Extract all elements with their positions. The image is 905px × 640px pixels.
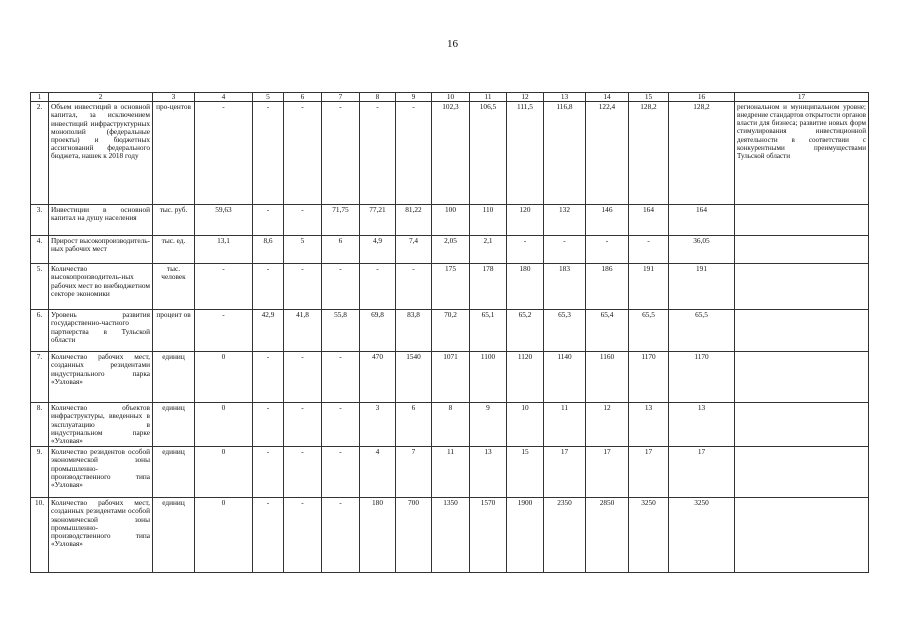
column-header-9: 9 <box>396 93 432 102</box>
table-row <box>31 236 869 264</box>
value-cell: 65,4 <box>586 310 629 352</box>
value-cell: 65,2 <box>507 310 544 352</box>
indicator-name: Количество объектов инфраструктуры, введенных в эксплуатацию в индустриальном парке «Узловая» <box>49 403 153 447</box>
value-cell: 13 <box>629 403 669 447</box>
table-row <box>31 310 869 352</box>
value-cell: 1120 <box>507 352 544 403</box>
value-cell: 69,8 <box>360 310 396 352</box>
value-cell: - <box>629 236 669 264</box>
value-cell: 81,22 <box>396 205 432 236</box>
value-cell: 110 <box>470 205 507 236</box>
value-cell: 7 <box>396 447 432 498</box>
value-cell: 77,21 <box>360 205 396 236</box>
value-cell: - <box>322 403 360 447</box>
value-cell: 132 <box>544 205 586 236</box>
value-cell: 4,9 <box>360 236 396 264</box>
value-cell: 36,05 <box>669 236 735 264</box>
value-cell: - <box>253 498 284 573</box>
value-cell: 116,8 <box>544 102 586 205</box>
measures-note-continued <box>735 310 869 352</box>
value-cell: 83,8 <box>396 310 432 352</box>
value-cell: 111,5 <box>507 102 544 205</box>
indicator-name: Количество резидентов особой экономической зоны промышленно-производственного типа «Узловая» <box>49 447 153 498</box>
value-cell: 17 <box>669 447 735 498</box>
table-row <box>31 102 869 205</box>
row-number: 4. <box>31 236 49 264</box>
column-header-12: 12 <box>507 93 544 102</box>
value-cell: 6 <box>396 403 432 447</box>
value-cell: 0 <box>195 403 253 447</box>
value-cell: - <box>586 236 629 264</box>
indicator-name: Количество высокопроизводитель-ных рабочих мест во внебюджетном секторе экономики <box>49 264 153 310</box>
value-cell: - <box>507 236 544 264</box>
value-cell: - <box>322 102 360 205</box>
value-cell: 13 <box>470 447 507 498</box>
value-cell: 1160 <box>586 352 629 403</box>
value-cell: 3 <box>360 403 396 447</box>
column-header-1: 1 <box>31 93 49 102</box>
value-cell: 106,5 <box>470 102 507 205</box>
indicator-name: Прирост высокопроизводитель-ных рабочих мест <box>49 236 153 264</box>
row-number: 9. <box>31 447 49 498</box>
column-header-5: 5 <box>253 93 284 102</box>
value-cell: 42,9 <box>253 310 284 352</box>
value-cell: 1540 <box>396 352 432 403</box>
row-number: 6. <box>31 310 49 352</box>
measures-note: региональном и муниципальном уровне; внедрение стандартов открытости органов власти для бизнеса; развитие новых форм стимулирования инвестиционной деятельности в соответствии с конкурентными преимуществами Тульской области <box>735 102 869 205</box>
value-cell: 55,8 <box>322 310 360 352</box>
value-cell: 41,8 <box>284 310 322 352</box>
column-header-15: 15 <box>629 93 669 102</box>
value-cell: - <box>322 498 360 573</box>
value-cell: 122,4 <box>586 102 629 205</box>
value-cell: 10 <box>507 403 544 447</box>
indicator-name: Количество рабочих мест, созданных резидентами особой экономической зоны промышленно-производственного типа «Узловая» <box>49 498 153 573</box>
value-cell: - <box>396 264 432 310</box>
value-cell: - <box>284 205 322 236</box>
value-cell: 180 <box>360 498 396 573</box>
value-cell: 164 <box>669 205 735 236</box>
value-cell: - <box>322 447 360 498</box>
value-cell: - <box>284 264 322 310</box>
value-cell: 146 <box>586 205 629 236</box>
value-cell: - <box>284 352 322 403</box>
value-cell: 65,1 <box>470 310 507 352</box>
column-header-7: 7 <box>322 93 360 102</box>
value-cell: - <box>253 264 284 310</box>
column-header-3: 3 <box>153 93 195 102</box>
value-cell: 5 <box>284 236 322 264</box>
value-cell: - <box>284 447 322 498</box>
value-cell: 12 <box>586 403 629 447</box>
value-cell: - <box>360 102 396 205</box>
value-cell: 6 <box>322 236 360 264</box>
value-cell: 2,1 <box>470 236 507 264</box>
indicator-name: Уровень развития государственно-частного партнерства в Тульской области <box>49 310 153 352</box>
unit: единиц <box>153 403 195 447</box>
value-cell: 1100 <box>470 352 507 403</box>
table-row <box>31 205 869 236</box>
measures-note-continued <box>735 447 869 498</box>
unit: про-центов <box>153 102 195 205</box>
value-cell: - <box>253 102 284 205</box>
value-cell: 180 <box>507 264 544 310</box>
unit: тыс. ед. <box>153 236 195 264</box>
row-number: 2. <box>31 102 49 205</box>
value-cell: - <box>253 205 284 236</box>
value-cell: 1170 <box>629 352 669 403</box>
value-cell: - <box>284 403 322 447</box>
value-cell: 17 <box>629 447 669 498</box>
value-cell: 65,3 <box>544 310 586 352</box>
column-header-11: 11 <box>470 93 507 102</box>
unit: единиц <box>153 447 195 498</box>
value-cell: 0 <box>195 447 253 498</box>
column-header-2: 2 <box>49 93 153 102</box>
value-cell: 7,4 <box>396 236 432 264</box>
value-cell: - <box>195 310 253 352</box>
measures-note-continued <box>735 205 869 236</box>
measures-note-continued <box>735 403 869 447</box>
value-cell: 17 <box>586 447 629 498</box>
value-cell: 0 <box>195 352 253 403</box>
unit: тыс. руб. <box>153 205 195 236</box>
value-cell: 700 <box>396 498 432 573</box>
value-cell: 470 <box>360 352 396 403</box>
measures-note-continued <box>735 236 869 264</box>
column-header-14: 14 <box>586 93 629 102</box>
value-cell: 175 <box>432 264 470 310</box>
column-header-8: 8 <box>360 93 396 102</box>
column-header-4: 4 <box>195 93 253 102</box>
value-cell: 1170 <box>669 352 735 403</box>
value-cell: 8 <box>432 403 470 447</box>
row-number: 10. <box>31 498 49 573</box>
row-number: 3. <box>31 205 49 236</box>
row-number: 5. <box>31 264 49 310</box>
value-cell: 13 <box>669 403 735 447</box>
column-header-16: 16 <box>669 93 735 102</box>
indicator-name: Объем инвестиций в основной капитал, за исключением инвестиций инфраструктурных монополий (федеральные проекты) и бюджетных ассигнований федерального бюджета, нашек к 2018 году <box>49 102 153 205</box>
page-number: 16 <box>447 38 458 50</box>
value-cell: - <box>195 264 253 310</box>
value-cell: 1900 <box>507 498 544 573</box>
value-cell: 65,5 <box>669 310 735 352</box>
value-cell: 128,2 <box>669 102 735 205</box>
value-cell: - <box>195 102 253 205</box>
table-row <box>31 498 869 573</box>
indicator-name: Количество рабочих мест, созданных резидентами индустриального парка «Узловая» <box>49 352 153 403</box>
header-row <box>31 93 869 102</box>
indicators-table <box>30 92 869 573</box>
measures-note-continued <box>735 352 869 403</box>
unit: тыс. человек <box>153 264 195 310</box>
value-cell: 164 <box>629 205 669 236</box>
value-cell: 2850 <box>586 498 629 573</box>
value-cell: 191 <box>669 264 735 310</box>
value-cell: 1071 <box>432 352 470 403</box>
column-header-13: 13 <box>544 93 586 102</box>
value-cell: 11 <box>432 447 470 498</box>
measures-note-continued <box>735 498 869 573</box>
column-header-10: 10 <box>432 93 470 102</box>
table-row <box>31 447 869 498</box>
column-header-6: 6 <box>284 93 322 102</box>
row-number: 7. <box>31 352 49 403</box>
value-cell: 13,1 <box>195 236 253 264</box>
column-header-17: 17 <box>735 93 869 102</box>
value-cell: 128,2 <box>629 102 669 205</box>
value-cell: - <box>322 352 360 403</box>
value-cell: - <box>544 236 586 264</box>
value-cell: 9 <box>470 403 507 447</box>
value-cell: - <box>284 498 322 573</box>
measures-note-continued <box>735 264 869 310</box>
value-cell: 1570 <box>470 498 507 573</box>
value-cell: 186 <box>586 264 629 310</box>
table-row <box>31 264 869 310</box>
value-cell: 183 <box>544 264 586 310</box>
value-cell: 3250 <box>629 498 669 573</box>
unit: единиц <box>153 352 195 403</box>
value-cell: 15 <box>507 447 544 498</box>
value-cell: 1140 <box>544 352 586 403</box>
value-cell: - <box>253 403 284 447</box>
value-cell: 178 <box>470 264 507 310</box>
value-cell: 120 <box>507 205 544 236</box>
value-cell: 59,63 <box>195 205 253 236</box>
value-cell: 71,75 <box>322 205 360 236</box>
table-row <box>31 352 869 403</box>
value-cell: 100 <box>432 205 470 236</box>
value-cell: 3250 <box>669 498 735 573</box>
table-row <box>31 403 869 447</box>
value-cell: 1350 <box>432 498 470 573</box>
value-cell: 8,6 <box>253 236 284 264</box>
value-cell: - <box>253 352 284 403</box>
unit: единиц <box>153 498 195 573</box>
value-cell: - <box>360 264 396 310</box>
value-cell: 0 <box>195 498 253 573</box>
value-cell: - <box>322 264 360 310</box>
value-cell: 4 <box>360 447 396 498</box>
value-cell: 191 <box>629 264 669 310</box>
value-cell: 17 <box>544 447 586 498</box>
row-number: 8. <box>31 403 49 447</box>
value-cell: 2350 <box>544 498 586 573</box>
value-cell: - <box>396 102 432 205</box>
value-cell: 65,5 <box>629 310 669 352</box>
value-cell: 102,3 <box>432 102 470 205</box>
indicator-name: Инвестиции в основной капитал на душу населения <box>49 205 153 236</box>
value-cell: - <box>253 447 284 498</box>
value-cell: 2,05 <box>432 236 470 264</box>
value-cell: - <box>284 102 322 205</box>
value-cell: 70,2 <box>432 310 470 352</box>
value-cell: 11 <box>544 403 586 447</box>
unit: процент ов <box>153 310 195 352</box>
